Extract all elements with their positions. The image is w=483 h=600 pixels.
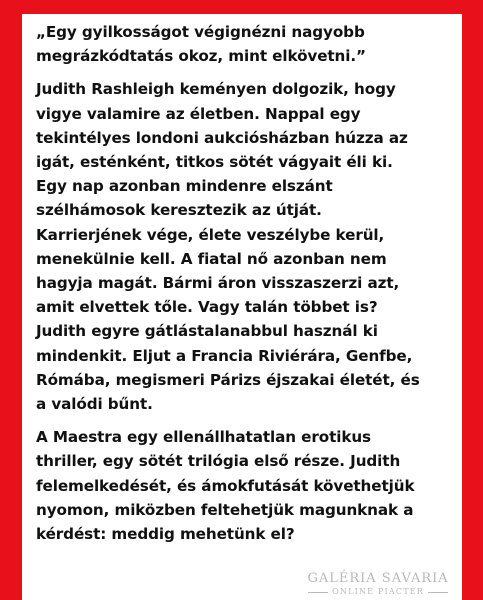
watermark-name: GALÉRIA SAVARIA [307, 571, 449, 586]
description-text [36, 20, 456, 555]
paragraph-1: Judith Rashleigh keményen dolgozik, hogy vigye valamire az életben. Nappal egy tekintélyes londoni aukciósházban húzza az igát, esténként, titkos sötét vágyait éli ki. Egy nap azonban mindenre elszánt szélhámosok keresztezik az útját. Karrierjének vége, élete veszélybe kerül, menekülnie kell. A fiatal nő azonban nem hagyja magát. Bármi áron visszaszerzi azt, amit elvettek tőle. Vagy talán többet is? Judith egyre gátlástalanabbul használ ki mindenkit. Eljut a Francia Riviérára, Genfbe, Rómába, megismeri Párizs éjszakai életét, és a valódi bűnt. [36, 80, 420, 414]
description-panel [22, 14, 462, 600]
watermark-rule-right [428, 592, 448, 593]
paragraph-2: A Maestra egy ellenállhatatlan erotikus thriller, egy sötét trilógia első része. Judith felemelkedését, és ámokfutását követhetjük nyomon, miközben feltehetjük magunknak a kérdést: meddig mehetünk el? [36, 428, 415, 544]
watermark-logo [304, 572, 452, 596]
watermark-tagline: ONLINE PIACTÉR [332, 587, 424, 596]
quote: „Egy gyilkosságot végignézni nagyobb megrázkódtatás okoz, mint elkövetni.” [36, 23, 366, 66]
watermark-tagline-row [304, 588, 452, 596]
watermark-rule-left [308, 592, 328, 593]
